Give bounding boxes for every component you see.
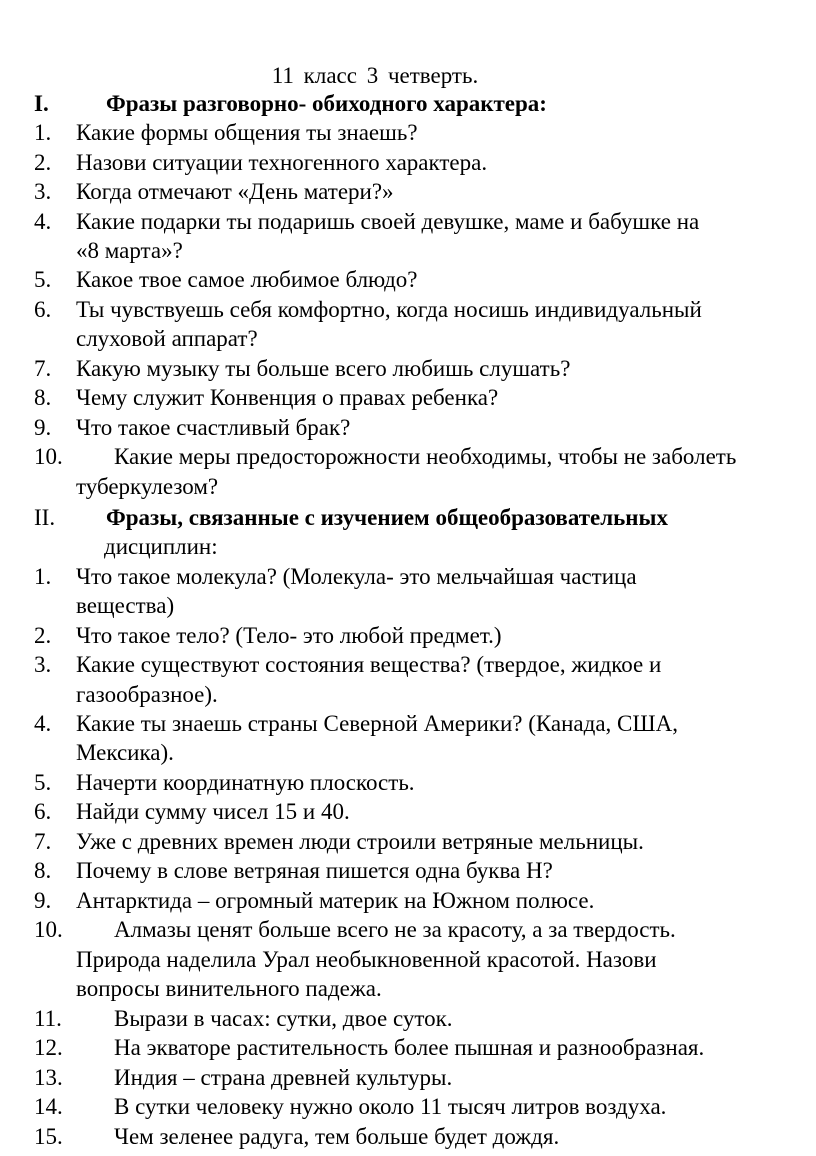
- item-text: Алмазы ценят больше всего не за красоту, а за твердость.: [114, 917, 676, 942]
- item-text: Какие меры предосторожности необходимы, чтобы не заболеть: [114, 444, 737, 469]
- section-2-heading: [34, 504, 668, 532]
- item-number: 8.: [34, 858, 52, 883]
- item-text: Что такое тело? (Тело- это любой предмет.): [76, 623, 502, 648]
- item-text: Начерти координатную плоскость.: [76, 770, 415, 795]
- page-title: 11 класс 3 четверть.: [271, 63, 479, 88]
- section-1-title: Фразы разговорно- обиходного характера:: [106, 91, 547, 116]
- item-text: Какое твое самое любимое блюдо?: [76, 267, 418, 292]
- section-2-title-continued: дисциплин:: [104, 534, 218, 559]
- item-text: Найди сумму чисел 15 и 40.: [76, 799, 350, 824]
- item-text: Какие подарки ты подаришь своей девушке, маме и бабушке на: [76, 209, 700, 234]
- item-number: 4.: [34, 209, 52, 234]
- item-text-continued: вещества): [76, 593, 175, 618]
- item-text: В сутки человеку нужно около 11 тысяч литров воздуха.: [114, 1094, 667, 1119]
- item-number: 15.: [34, 1124, 63, 1149]
- item-number: 3.: [34, 652, 52, 677]
- item-number: 6.: [34, 799, 52, 824]
- item-number: 1.: [34, 120, 52, 145]
- item-number: 10.: [34, 444, 63, 469]
- item-text: Когда отмечают «День матери?»: [76, 179, 394, 204]
- item-text: Чем зеленее радуга, тем больше будет дождя.: [114, 1124, 560, 1149]
- item-text: Какие ты знаешь страны Северной Америки? (Канада, США,: [76, 711, 678, 736]
- item-number: 1.: [34, 564, 52, 589]
- item-number: 9.: [34, 415, 52, 440]
- item-text-continued: слуховой аппарат?: [76, 326, 258, 351]
- item-text-continued: вопросы винительного падежа.: [76, 976, 382, 1001]
- item-text: На экваторе растительность более пышная и разнообразная.: [114, 1035, 705, 1060]
- item-text-continued: туберкулезом?: [76, 474, 219, 499]
- item-number: 5.: [34, 770, 52, 795]
- section-1-number: I.: [34, 91, 49, 116]
- item-text: Что такое молекула? (Молекула- это мельчайшая частица: [76, 564, 637, 589]
- item-text: Почему в слове ветряная пишется одна буква Н?: [76, 858, 553, 883]
- item-number: 13.: [34, 1065, 63, 1090]
- item-number: 7.: [34, 356, 52, 381]
- item-text: Индия – страна древней культуры.: [114, 1065, 453, 1090]
- item-text: Чему служит Конвенция о правах ребенка?: [76, 385, 499, 410]
- item-text: Уже с древних времен люди строили ветряные мельницы.: [76, 829, 644, 854]
- item-number: 3.: [34, 179, 52, 204]
- item-text: Назови ситуации техногенного характера.: [76, 150, 488, 175]
- item-number: 8.: [34, 385, 52, 410]
- item-number: 11.: [34, 1006, 62, 1031]
- item-number: 10.: [34, 917, 63, 942]
- item-text: Что такое счастливый брак?: [76, 415, 351, 440]
- item-text-continued: Природа наделила Урал необыкновенной красотой. Назови: [76, 947, 657, 972]
- item-number: 4.: [34, 711, 52, 736]
- item-text: Ты чувствуешь себя комфортно, когда носишь индивидуальный: [76, 297, 702, 322]
- item-text: Антарктида – огромный материк на Южном полюсе.: [76, 888, 595, 913]
- item-text-continued: «8 марта»?: [76, 238, 183, 263]
- section-2-title: Фразы, связанные с изучением общеобразовательных: [106, 505, 669, 530]
- item-number: 2.: [34, 150, 52, 175]
- item-text: Какие существуют состояния вещества? (твердое, жидкое и: [76, 652, 662, 677]
- item-number: 9.: [34, 888, 52, 913]
- section-2-number: II.: [34, 505, 56, 530]
- item-number: 5.: [34, 267, 52, 292]
- section-1-heading: [34, 90, 547, 118]
- item-text-continued: Мексика).: [76, 740, 174, 765]
- item-text: Какие формы общения ты знаешь?: [76, 120, 418, 145]
- item-number: 12.: [34, 1035, 63, 1060]
- item-text-continued: газообразное).: [76, 682, 218, 707]
- item-number: 14.: [34, 1094, 63, 1119]
- item-number: 6.: [34, 297, 52, 322]
- item-number: 2.: [34, 623, 52, 648]
- item-text: Вырази в часах: сутки, двое суток.: [114, 1006, 453, 1031]
- item-number: 7.: [34, 829, 52, 854]
- item-text: Какую музыку ты больше всего любишь слушать?: [76, 356, 571, 381]
